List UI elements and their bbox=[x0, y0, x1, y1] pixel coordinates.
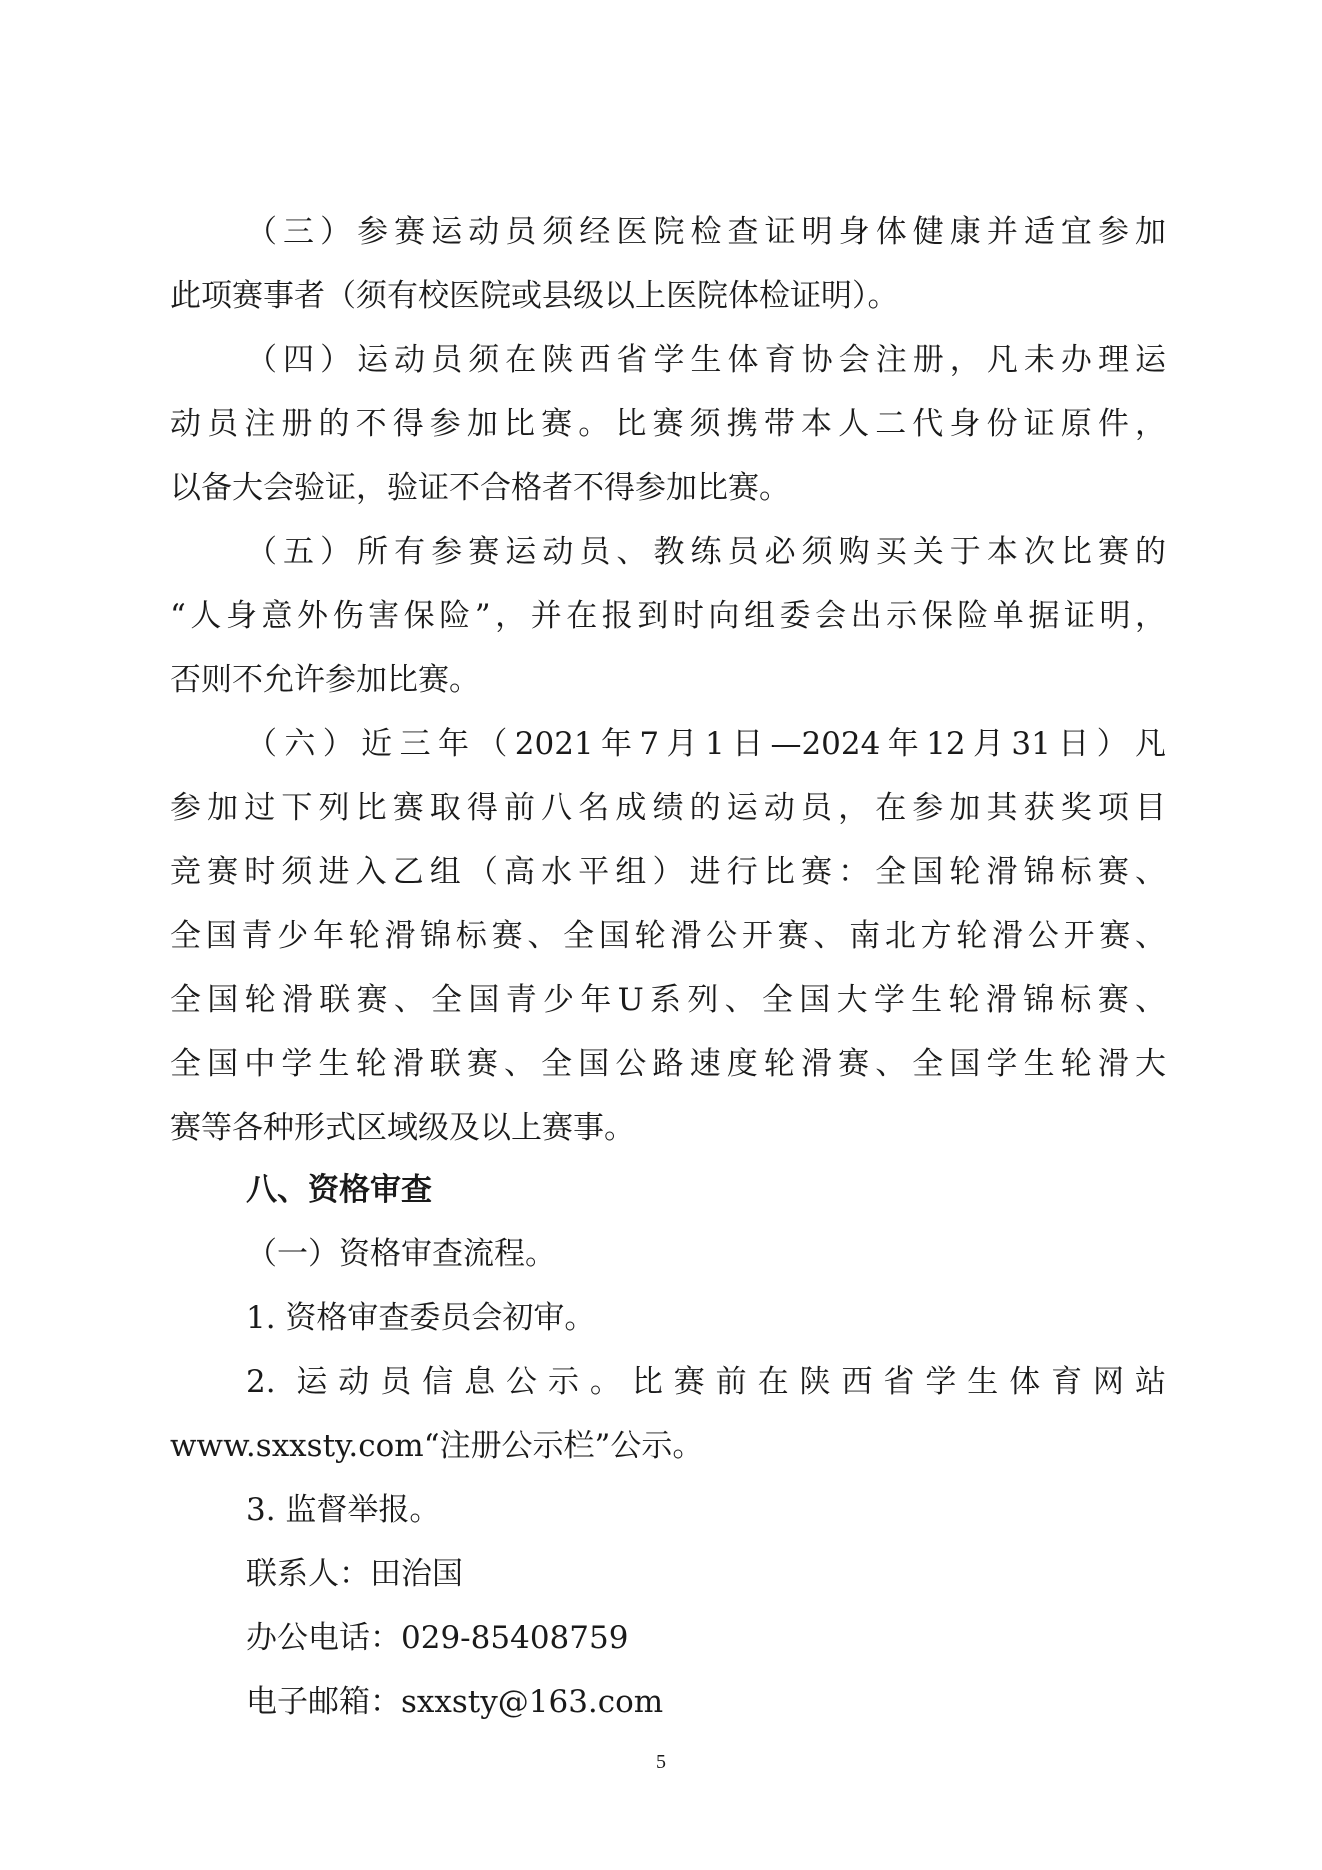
section-8-subheading: （一）资格审查流程。 bbox=[246, 1236, 556, 1272]
paragraph-4-line-2: 动员注册的不得参加比赛。比赛须携带本人二代身份证原件， bbox=[170, 406, 1166, 442]
contact-person: 联系人：田治国 bbox=[246, 1556, 463, 1592]
process-step-1: 1. 资格审查委员会初审。 bbox=[246, 1300, 596, 1336]
section-8-heading: 八、资格审查 bbox=[246, 1172, 432, 1208]
paragraph-5-line-1: （五）所有参赛运动员、教练员必须购买关于本次比赛的 bbox=[246, 534, 1166, 570]
paragraph-5-line-2: “人身意外伤害保险”，并在报到时向组委会出示保险单据证明， bbox=[170, 598, 1166, 634]
paragraph-4-line-1: （四）运动员须在陕西省学生体育协会注册，凡未办理运 bbox=[246, 342, 1166, 378]
paragraph-6-line-2: 参加过下列比赛取得前八名成绩的运动员，在参加其获奖项目 bbox=[170, 790, 1166, 826]
paragraph-6-line-4: 全国青少年轮滑锦标赛、全国轮滑公开赛、南北方轮滑公开赛、 bbox=[170, 918, 1166, 954]
paragraph-6-line-5: 全国轮滑联赛、全国青少年U系列、全国大学生轮滑锦标赛、 bbox=[170, 982, 1166, 1018]
paragraph-6-line-3: 竞赛时须进入乙组（高水平组）进行比赛：全国轮滑锦标赛、 bbox=[170, 854, 1166, 890]
paragraph-6-line-6: 全国中学生轮滑联赛、全国公路速度轮滑赛、全国学生轮滑大 bbox=[170, 1046, 1166, 1082]
process-step-3: 3. 监督举报。 bbox=[246, 1492, 441, 1528]
paragraph-3-line-2: 此项赛事者（须有校医院或县级以上医院体检证明）。 bbox=[170, 278, 899, 314]
contact-email: 电子邮箱：sxxsty@163.com bbox=[246, 1684, 664, 1720]
paragraph-4-line-3: 以备大会验证，验证不合格者不得参加比赛。 bbox=[170, 470, 790, 506]
office-phone: 办公电话：029-85408759 bbox=[246, 1620, 629, 1656]
page-number: 5 bbox=[656, 1751, 666, 1773]
process-step-2-line-2: www.sxxsty.com“注册公示栏”公示。 bbox=[170, 1428, 704, 1464]
process-step-2-line-1: 2. 运动员信息公示。比赛前在陕西省学生体育网站 bbox=[246, 1364, 1166, 1400]
paragraph-6-line-1: （六）近三年（2021年7月1日—2024年12月31日）凡 bbox=[246, 726, 1166, 762]
paragraph-3-line-1: （三）参赛运动员须经医院检查证明身体健康并适宜参加 bbox=[246, 214, 1166, 250]
paragraph-5-line-3: 否则不允许参加比赛。 bbox=[170, 662, 480, 698]
paragraph-6-line-7: 赛等各种形式区域级及以上赛事。 bbox=[170, 1110, 635, 1146]
